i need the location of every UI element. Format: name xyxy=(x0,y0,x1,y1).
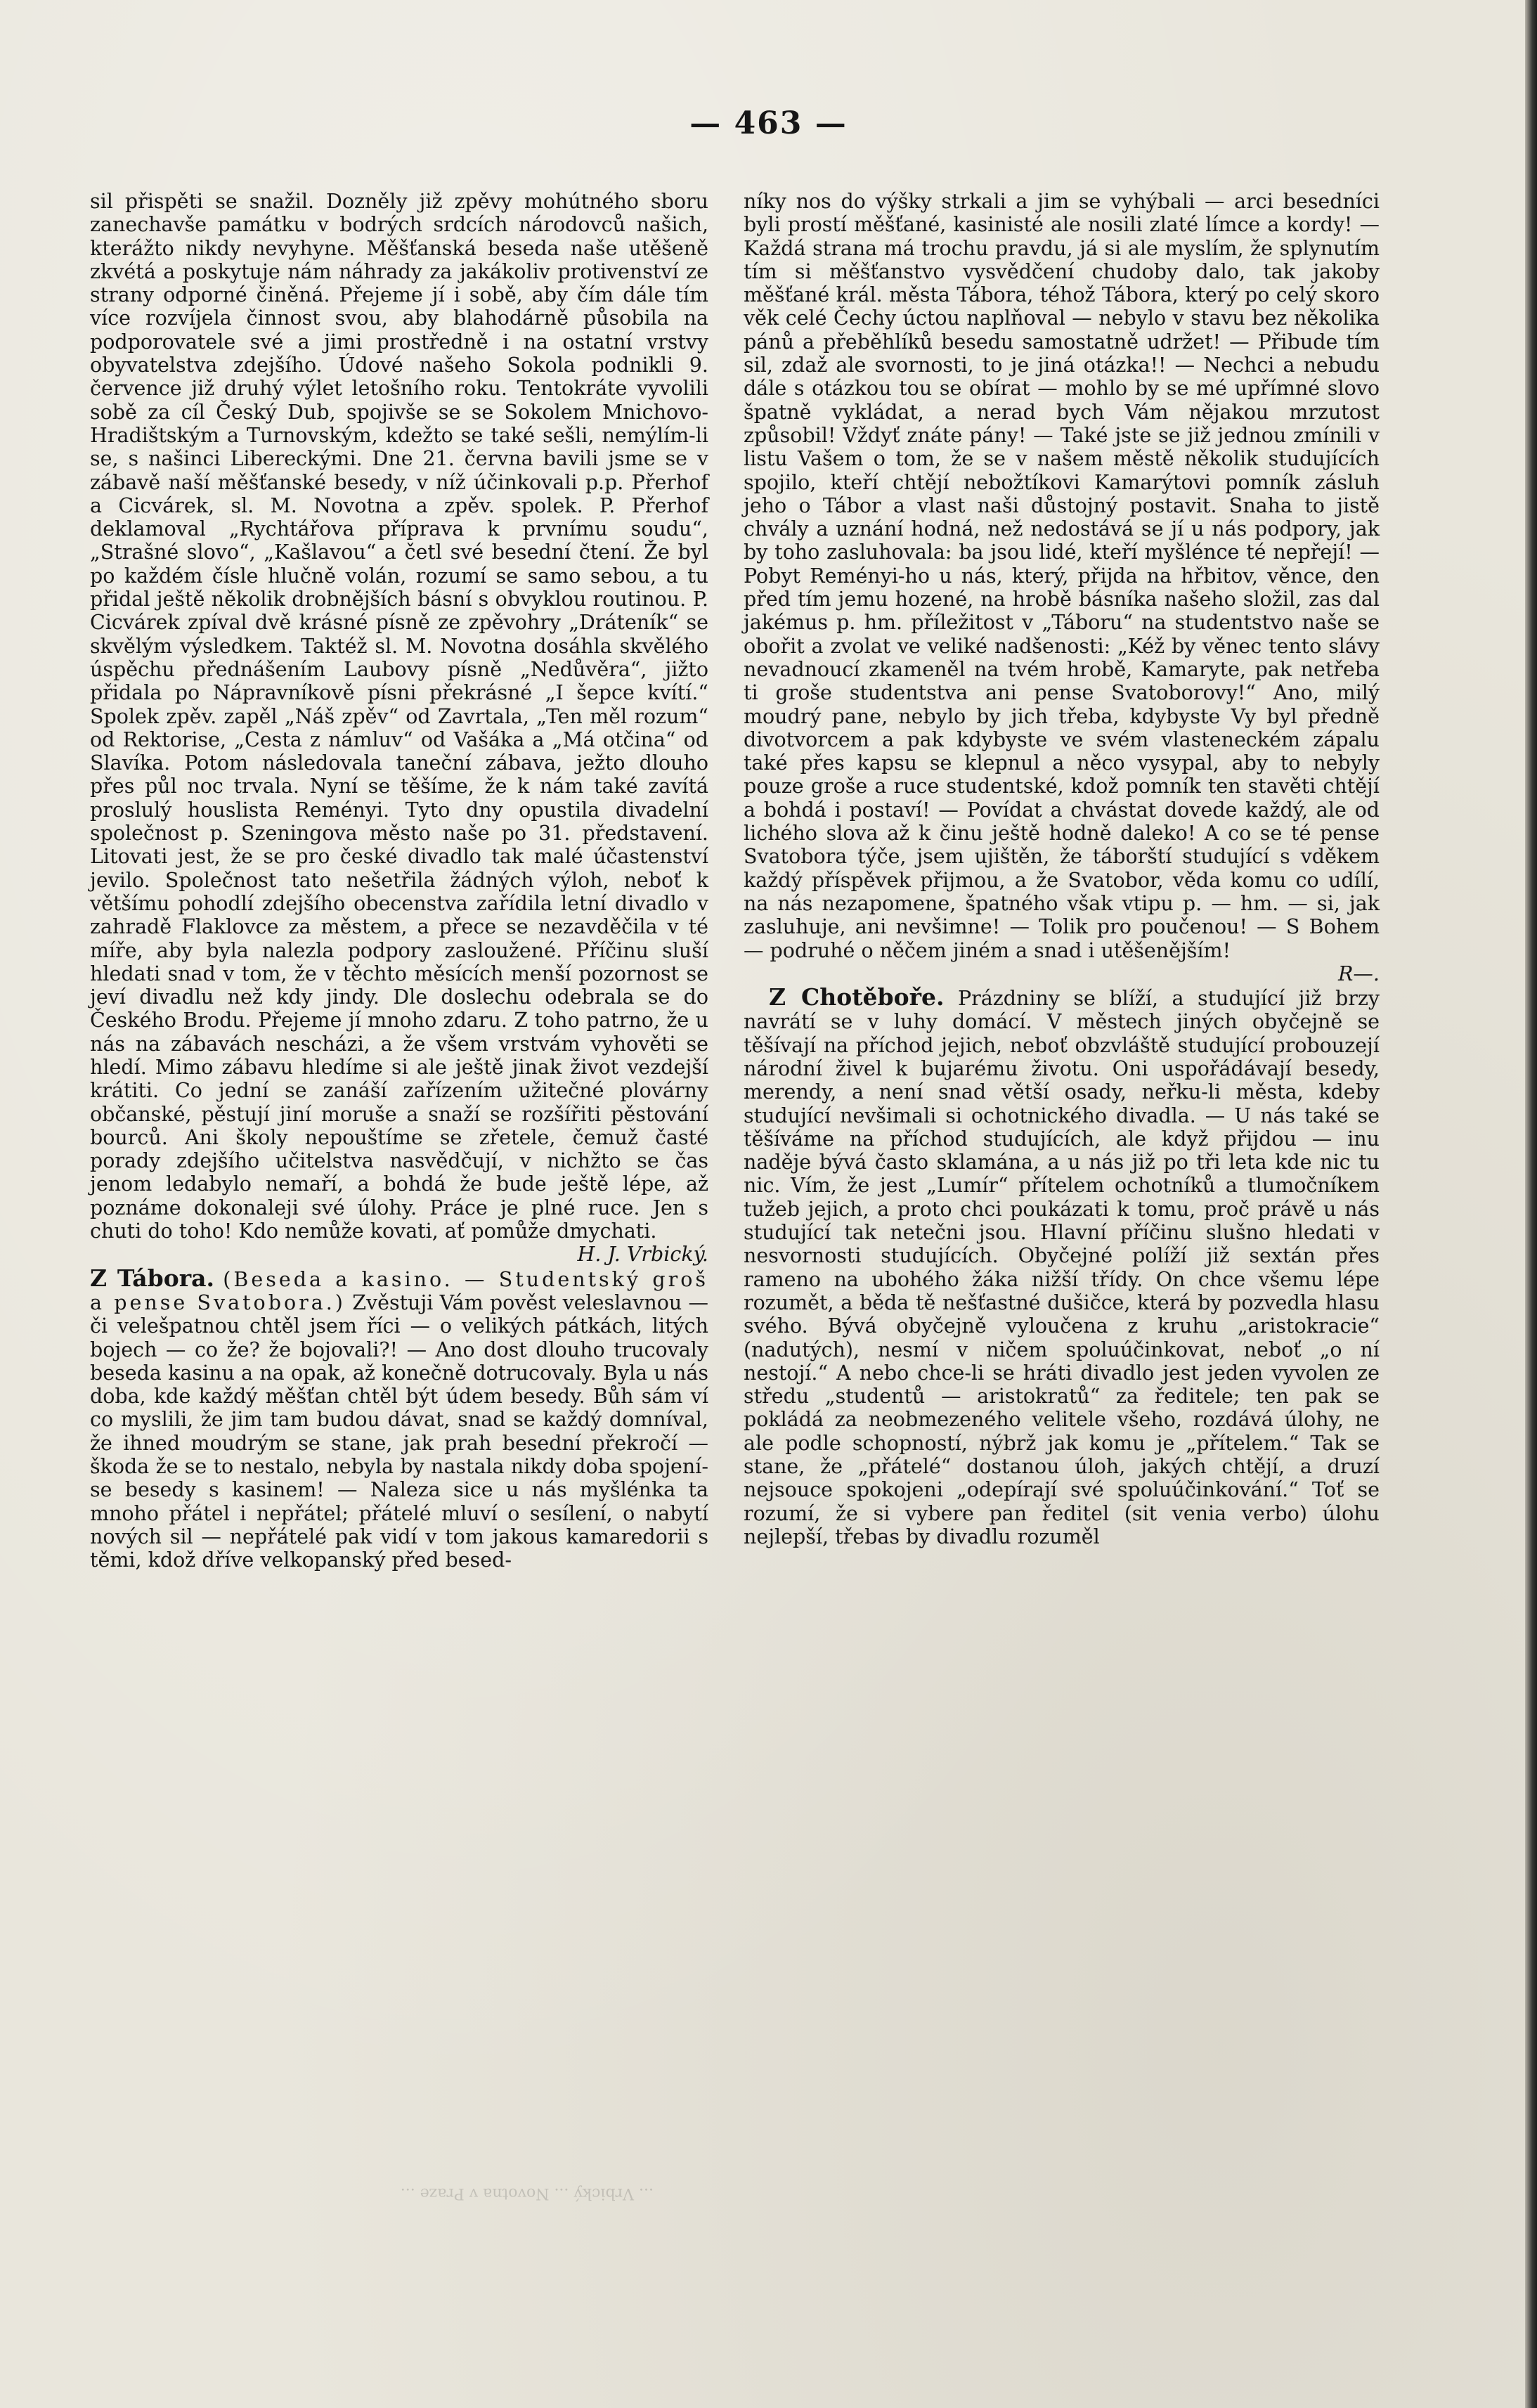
article-heading: Z Chotěboře. xyxy=(769,983,945,1011)
page-edge xyxy=(1525,0,1537,2408)
bleed-through-text: ... Vrbický ... Novotna v Praze ... xyxy=(400,2184,654,2202)
article-heading: Z Tábora. xyxy=(90,1264,214,1292)
article-body: Zvěstuji Vám pověst veleslavnou — či velešpatnou chtěl jsem říci — o velikých pátkách, litých bojech — co že? že bojovali?! — Ano dost dlouho trucovaly beseda kasinu a na opak, až konečně dotrucovaly. Byla u nás doba, kde každý měšťan chtěl být údem besedy. Bůh sám ví co myslili, že jim tam budou dávat, snad se každý domníval, že ihned moudrým se stane, jak prah besední překročí — škoda že se to nestalo, nebyla by nastala nikdy doba spojení-se besedy s kasinem! — Naleza sice u nás myšlénka ta mnoho přátel i nepřátel; přátelé mluví o sesílení, o nabytí nových sil — nepřátelé pak vidí v tom jakous kamaredorii s těmi, kdož dříve velkopanský před besed- xyxy=(90,1290,708,1572)
article-z-chotebore xyxy=(744,985,1380,1548)
signature-line xyxy=(90,1243,708,1266)
author-signature: R—. xyxy=(1337,962,1380,985)
left-column xyxy=(90,190,708,1572)
article-lead: (Beseda a kasino. — Studentský groš a pense Svatobora.) xyxy=(90,1267,709,1314)
article-z-tabora xyxy=(90,1264,709,1572)
article-z-tabora-continued: níky nos do výšky strkali a jim se vyhýbali — arci besedníci byli prostí měšťané, kasinisté ale nosili zlaté límce a kordy! — Každá strana má trochu pravdu, já si ale myslím, že splynutím tím si měšťanstvo vysvědčení chudoby dalo, tak jakoby měšťané král. města Tábora, téhož Tábora, který po celý skoro věk celé Čechy úctou naplňoval — nebylo v stavu bez několika pánů a přeběhlíků besedu samostatně udržet! — Přibude tím sil, zdaž ale svornosti, to je jiná otázka!! — Nechci a nebudu dále s otázkou tou se obírat — mohlo by se mé upřímné slovo špatně vykládat, a nerad bych Vám nějakou mrzutost způsobil! Vždyť znáte pány! — Také jste se již jednou zmínili v listu Vašem o tom, že se v našem městě několik studujících spojilo, kteří chtějí nebožtíkovi Kamarýtovi pomník zásluh jeho o Tábor a vlast naši důstojný postavit. Snaha to jistě chvály a uznání hodná, než nedostává se jí u nás podpory, jak by toho zasluhovala: ba jsou lidé, kteří myšlénce té nepřejí! — Pobyt Reményi-ho u nás, který, přijda na hřbitov, věnce, den před tím jemu hozené, na hrobě básníka našeho složil, zas dal jakémus p. hm. příležitost v „Táboru“ na studentstvo naše se obořit a zvolat ve veliké nadšenosti: „Kéž by věnec tento slávy nevadnoucí zkameněl na tvém hrobě, Kamaryte, pak netřeba ti groše studentstva ani pense Svatoborovy!“ Ano, milý moudrý pane, nebylo by jich třeba, kdybyste Vy byl předně divotvorcem a pak kdybyste ve svém vlasteneckém zápalu také přes kapsu se klepnul a něco vysypal, aby to nebyly pouze groše a ruce studentské, kdož pomník ten stavěti chtějí a bohdá i postaví! — Povídat a chvástat dovede každý, ale od lichého slova až k činu ještě hodně daleko! A co se té pense Svatobora týče, jsem ujištěn, že táborští studující s vděkem každý příspěvek přijmou, a že Svatobor, věda komu co udílí, na nás nezapomene, špatného však vtipu p. — hm. — si, jak zasluhuje, ani nevšimne! — Tolik pro poučenou! — S Bohem — podruhé o něčem jiném a snad i utěšenějším! xyxy=(744,190,1380,962)
article-body: Prázdniny se blíží, a studující již brzy navrátí se v luhy domácí. V městech jiných obyčejně se těšívají na příchod jejich, neboť obzvláště studující probouzejí národní živel k bujarému životu. Oni uspořádávají besedy, merendy, a není snad větší osady, neřku-li města, kdeby studující nevšimali si ochotnického divadla. — U nás také se těšíváme na příchod studujících, ale když přijdou — inu naděje bývá často sklamána, a u nás již po tři leta kde nic tu nic. Vím, že jest „Lumír“ přítelem ochotníků a tlumočníkem tužeb jejich, a proto chci poukázati k tomu, proč právě u nás studující tak netečni jsou. Hlavní příčinu slušno hledati v nesvornosti studujících. Obyčejné políží již sextán přes rameno na ubohého žáka nižší třídy. On chce všemu lépe rozumět, a běda tě nešťastné dušičce, která by pozvedla hlasu svého. Bývá obyčejně vyloučena z kruhu „aristokracie“ (nadutých), nesmí v ničem spoluúčinkovat, neboť „o ní nestojí.“ A nebo chce-li se hráti divadlo jest jeden vyvolen ze středu „studentů — aristokratů“ za ředitele; ten pak se pokládá za neobmezeného velitele všeho, rozdává úlohy, ne ale podle schopností, nýbrž jak komu je „přítelem.“ Tak se stane, že „přátelé“ dostanou úloh, jakých chtějí, a druzí nejsouce spokojeni „odepírají své spoluúčinkování.“ Toť se rozumí, že si vybere pan ředitel (sit venia verbo) úlohu nejlepší, třebas by divadlu rozuměl xyxy=(744,987,1380,1548)
signature-line xyxy=(744,962,1380,985)
page-number: — 463 — xyxy=(689,105,848,141)
article-vrbicky-text: sil přispěti se snažil. Dozněly již zpěvy mohútného sboru zanechavše památku v bodrých srdcích národovců našich, kterážto nikdy nevyhyne. Měšťanská beseda naše utěšeně zkvétá a poskytuje nám náhrady za jakákoliv protivenství ze strany odporné činěná. Přejeme jí i sobě, aby čím dále tím více rozvíjela činnost svou, aby blahodárně působila na podporovatele své a jimi prostředně i na ostatní vrstvy obyvatelstva zdejšího. Údové našeho Sokola podnikli 9. července již druhý výlet letošního roku. Tentokráte vyvolili sobě za cíl Český Dub, spojivše se se Sokolem Mnichovo-Hradištským a Turnovským, kdežto se také sešli, nemýlím-li se, s našinci Libereckými. Dne 21. června bavili jsme se v zábavě naší měšťanské besedy, v níž účinkovali p.p. Přerhof a Cicvárek, sl. M. Novotna a zpěv. spolek. P. Přerhof deklamoval „Rychtářova příprava k prvnímu soudu“, „Strašné slovo“, „Kašlavou“ a četl své besední čtení. Že byl po každém čísle hlučně volán, rozumí se samo sebou, a tu přidal ještě několik drobnějších básní s obvyklou routinou. P. Cicvárek zpíval dvě krásné písně ze zpěvohry „Dráteník“ se skvělým výsledkem. Taktéž sl. M. Novotna dosáhla skvělého úspěchu přednášením Laubovy písně „Nedůvěra“, jižto přidala po Nápravníkově písni překrásné „I šepce kvítí.“ Spolek zpěv. zapěl „Náš zpěv“ od Zavrtala, „Ten měl rozum“ od Rektorise, „Cesta z námluv“ od Vašáka a „Má otčina“ od Slavíka. Potom následovala taneční zábava, ježto dlouho přes půl noc trvala. Nyní se těšíme, že k nám také zavítá proslulý houslista Reményi. Tyto dny opustila divadelní společnost p. Szeningova město naše po 31. představení. Litovati jest, že se pro české divadlo tak malé účastenství jevilo. Společnost tato nešetřila žádných výloh, neboť k většímu pohodlí zdejšího obecenstva zařídila letní divadlo v zahradě Flaklovce za městem, a přece se nezavděčila v té míře, aby byla nalezla podpory zasloužené. Příčinu sluší hledati snad v tom, že v těchto měsících menší pozornost se jeví divadlu než kdy jindy. Dle doslechu odebrala se do Českého Brodu. Přejeme jí mnoho zdaru. Z toho patrno, že u nás na zábavách nescházi, a že všem vrstvám vyhověti se hledí. Mimo zábavu hledíme si ale ještě jinak život vezdejší krátiti. Co jední se zanáší zařízením užitečné plovárny občanské, pěstují jiní moruše a snaží se rozšířiti pěstování bourců. Ani školy nepouštíme se zřetele, čemuž časté porady zdejšího učitelstva nasvědčují, v nichžto se čas jenom ledabylo nemaří, a bohdá že bude ještě lépe, až poznáme dokonaleji své úlohy. Práce je plné ruce. Jen s chuti do toho! Kdo nemůže kovati, ať pomůže dmychati. xyxy=(90,190,708,1243)
author-signature: H. J. Vrbický. xyxy=(577,1243,708,1267)
right-column xyxy=(744,190,1380,1548)
